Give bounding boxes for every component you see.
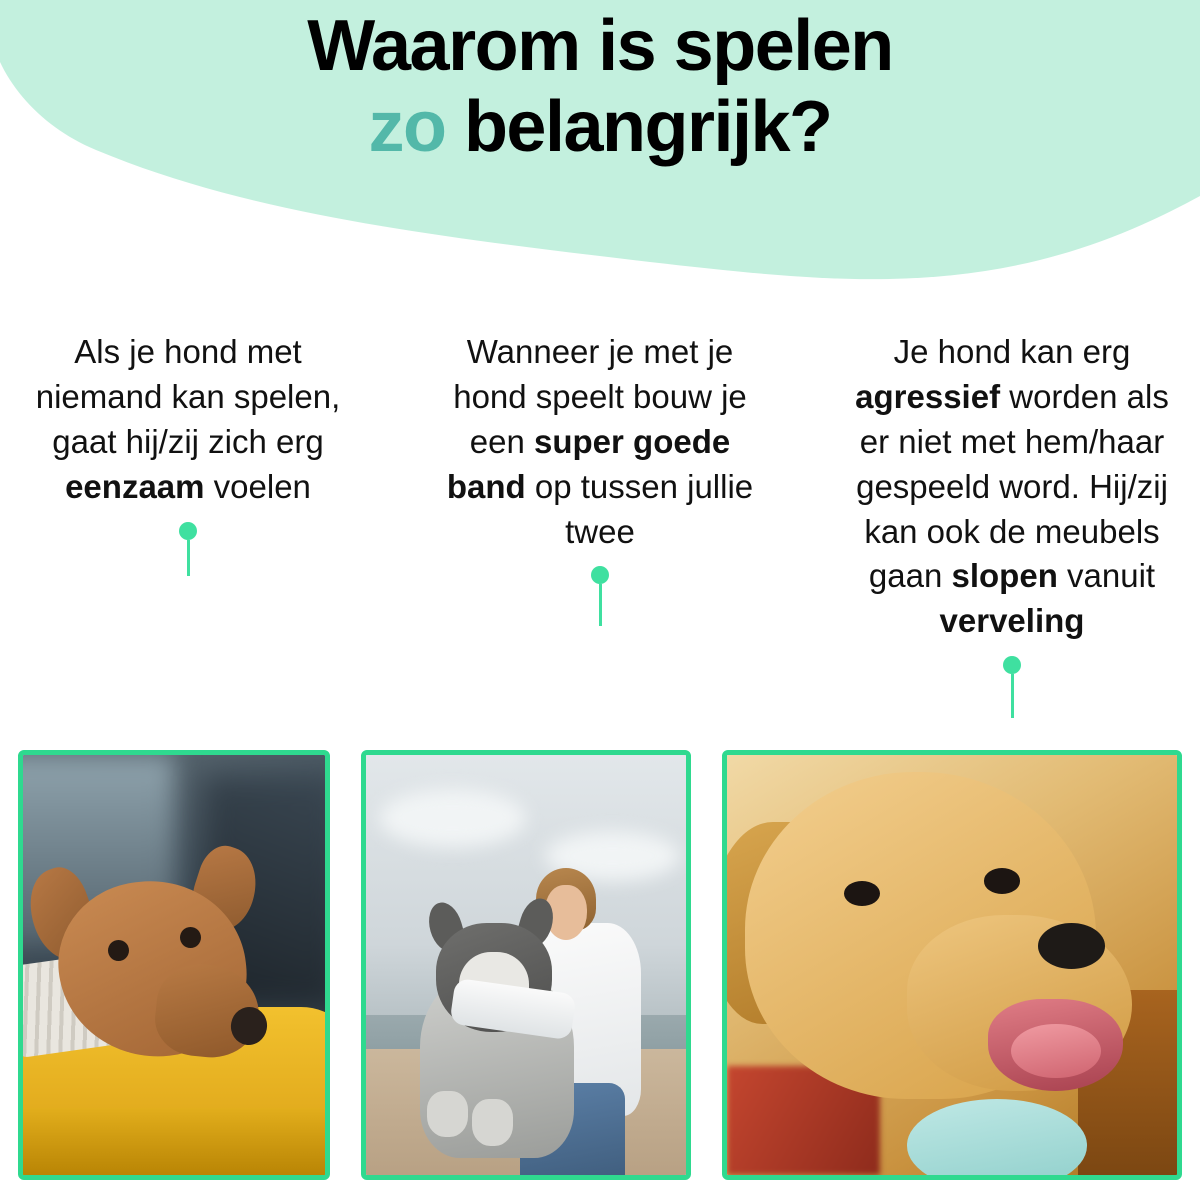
body-text: op tussen jullie twee: [525, 467, 754, 550]
title-line-2-rest: belangrijk?: [463, 86, 832, 167]
column-2-connector: [598, 566, 602, 626]
emphasis-text: super goede band: [446, 422, 731, 505]
page-title: [0, 6, 1200, 167]
photo-2-scene: [366, 755, 686, 1175]
column-1-connector: [186, 522, 190, 576]
text-columns: [0, 330, 1200, 718]
emphasis-text: verveling: [939, 602, 1085, 640]
emphasis-text: eenzaam: [65, 467, 205, 505]
title-line-2: [40, 87, 1160, 168]
body-text: voelen: [204, 467, 311, 505]
column-3-connector: [1010, 656, 1014, 718]
body-text: Wanneer je met je hond speelt bouw je een: [453, 333, 747, 460]
column-2-text: [424, 330, 776, 554]
body-text: Als je hond met niemand kan spelen, gaat hij/zij zich erg: [35, 333, 341, 460]
body-text: Je hond kan erg: [893, 333, 1131, 370]
column-1-text: [12, 330, 364, 510]
photo-row: [0, 750, 1200, 1200]
column-3: [836, 330, 1188, 718]
column-3-text: [836, 330, 1188, 644]
connector-dot-icon: [179, 522, 197, 540]
photo-woman-hugging-dog: [361, 750, 691, 1180]
connector-stem: [599, 584, 602, 626]
photo-golden-retriever-puppy: [722, 750, 1182, 1180]
emphasis-text: agressief: [855, 377, 1001, 415]
photo-1-scene: [23, 755, 325, 1175]
connector-dot-icon: [1003, 656, 1021, 674]
title-line-1: Waarom is spelen: [307, 6, 893, 86]
connector-stem: [1011, 674, 1014, 718]
photo-dog-on-couch: [18, 750, 330, 1180]
connector-stem: [187, 540, 190, 576]
column-1: [12, 330, 364, 718]
connector-dot-icon: [591, 566, 609, 584]
emphasis-text: slopen: [951, 557, 1058, 595]
column-2: [424, 330, 776, 718]
photo-3-scene: [727, 755, 1177, 1175]
body-text: worden als er niet met hem/haar gespeeld word. Hij/zij kan ook de meubels gaan: [856, 377, 1169, 595]
title-accent-word: zo: [368, 86, 446, 167]
body-text: vanuit: [1057, 557, 1156, 595]
